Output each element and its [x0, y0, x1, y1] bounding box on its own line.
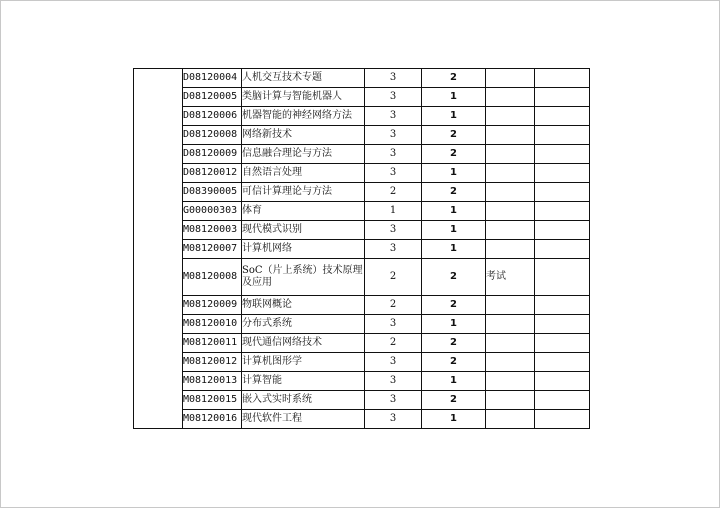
course-name-cell: 机器智能的神经网络方法 — [242, 107, 365, 126]
credit-cell: 3 — [365, 315, 422, 334]
weight-cell: 1 — [422, 88, 486, 107]
course-name-cell: 现代模式识别 — [242, 221, 365, 240]
table-row — [134, 88, 590, 107]
table-row — [134, 202, 590, 221]
credit-cell: 2 — [365, 296, 422, 315]
note-cell — [535, 202, 590, 221]
assessment-cell — [486, 145, 535, 164]
assessment-cell — [486, 372, 535, 391]
weight-cell: 2 — [422, 259, 486, 296]
credit-cell: 3 — [365, 240, 422, 259]
credit-cell: 3 — [365, 372, 422, 391]
weight-cell: 1 — [422, 164, 486, 183]
note-cell — [535, 296, 590, 315]
table-row — [134, 69, 590, 88]
course-name-cell: 信息融合理论与方法 — [242, 145, 365, 164]
course-code-cell: M08120009 — [183, 296, 242, 315]
credit-cell: 3 — [365, 410, 422, 429]
course-name-cell: 计算机网络 — [242, 240, 365, 259]
assessment-cell — [486, 221, 535, 240]
table-row — [134, 353, 590, 372]
course-name-cell: 自然语言处理 — [242, 164, 365, 183]
assessment-cell — [486, 126, 535, 145]
course-code-cell: D08120005 — [183, 88, 242, 107]
course-code-cell: D08120009 — [183, 145, 242, 164]
assessment-cell — [486, 410, 535, 429]
note-cell — [535, 353, 590, 372]
weight-cell: 2 — [422, 126, 486, 145]
table-row — [134, 126, 590, 145]
course-code-cell: D08120008 — [183, 126, 242, 145]
table-row — [134, 259, 590, 296]
course-code-cell: M08120015 — [183, 391, 242, 410]
course-code-cell: D08390005 — [183, 183, 242, 202]
assessment-cell — [486, 69, 535, 88]
table-row — [134, 391, 590, 410]
credit-cell: 3 — [365, 145, 422, 164]
weight-cell: 2 — [422, 69, 486, 88]
table-row — [134, 372, 590, 391]
course-name-cell: 分布式系统 — [242, 315, 365, 334]
table-row — [134, 145, 590, 164]
assessment-cell — [486, 183, 535, 202]
note-cell — [535, 259, 590, 296]
course-name-cell: 物联网概论 — [242, 296, 365, 315]
assessment-cell — [486, 88, 535, 107]
table-row — [134, 315, 590, 334]
course-code-cell: M08120012 — [183, 353, 242, 372]
credit-cell: 3 — [365, 107, 422, 126]
credit-cell: 2 — [365, 183, 422, 202]
course-rows — [134, 69, 590, 429]
weight-cell: 2 — [422, 183, 486, 202]
assessment-cell — [486, 202, 535, 221]
weight-cell: 2 — [422, 391, 486, 410]
note-cell — [535, 145, 590, 164]
course-code-cell: M08120011 — [183, 334, 242, 353]
weight-cell: 2 — [422, 353, 486, 372]
course-name-cell: 类脑计算与智能机器人 — [242, 88, 365, 107]
weight-cell: 1 — [422, 202, 486, 221]
course-name-cell: 网络新技术 — [242, 126, 365, 145]
course-code-cell: M08120008 — [183, 259, 242, 296]
course-code-cell: G00000303 — [183, 202, 242, 221]
assessment-cell — [486, 334, 535, 353]
assessment-cell — [486, 353, 535, 372]
assessment-cell — [486, 296, 535, 315]
credit-cell: 2 — [365, 334, 422, 353]
note-cell — [535, 391, 590, 410]
table-row — [134, 410, 590, 429]
category-cell — [134, 69, 183, 429]
course-name-cell: 人机交互技术专题 — [242, 69, 365, 88]
weight-cell: 1 — [422, 410, 486, 429]
note-cell — [535, 88, 590, 107]
course-code-cell: D08120012 — [183, 164, 242, 183]
weight-cell: 2 — [422, 296, 486, 315]
course-name-cell: SoC（片上系统）技术原理及应用 — [242, 259, 365, 296]
course-code-cell: D08120006 — [183, 107, 242, 126]
credit-cell: 3 — [365, 126, 422, 145]
course-name-cell: 体育 — [242, 202, 365, 221]
course-table — [133, 68, 590, 429]
table-row — [134, 240, 590, 259]
assessment-cell — [486, 315, 535, 334]
note-cell — [535, 183, 590, 202]
table-row — [134, 164, 590, 183]
course-name-cell: 计算智能 — [242, 372, 365, 391]
note-cell — [535, 410, 590, 429]
credit-cell: 3 — [365, 88, 422, 107]
table-row — [134, 334, 590, 353]
weight-cell: 2 — [422, 334, 486, 353]
weight-cell: 1 — [422, 221, 486, 240]
course-code-cell: M08120007 — [183, 240, 242, 259]
note-cell — [535, 107, 590, 126]
course-code-cell: M08120010 — [183, 315, 242, 334]
weight-cell: 1 — [422, 315, 486, 334]
course-code-cell: M08120016 — [183, 410, 242, 429]
course-code-cell: D08120004 — [183, 69, 242, 88]
course-name-cell: 现代软件工程 — [242, 410, 365, 429]
note-cell — [535, 315, 590, 334]
assessment-cell — [486, 240, 535, 259]
course-name-cell: 现代通信网络技术 — [242, 334, 365, 353]
course-name-cell: 计算机图形学 — [242, 353, 365, 372]
note-cell — [535, 69, 590, 88]
credit-cell: 1 — [365, 202, 422, 221]
course-name-cell: 嵌入式实时系统 — [242, 391, 365, 410]
table-row — [134, 221, 590, 240]
assessment-cell: 考试 — [486, 259, 535, 296]
note-cell — [535, 126, 590, 145]
course-code-cell: M08120003 — [183, 221, 242, 240]
credit-cell: 3 — [365, 353, 422, 372]
assessment-cell — [486, 164, 535, 183]
assessment-cell — [486, 391, 535, 410]
weight-cell: 2 — [422, 145, 486, 164]
table-row — [134, 296, 590, 315]
weight-cell: 1 — [422, 240, 486, 259]
note-cell — [535, 164, 590, 183]
note-cell — [535, 334, 590, 353]
credit-cell: 2 — [365, 259, 422, 296]
course-code-cell: M08120013 — [183, 372, 242, 391]
course-name-cell: 可信计算理论与方法 — [242, 183, 365, 202]
note-cell — [535, 372, 590, 391]
assessment-cell — [486, 107, 535, 126]
credit-cell: 3 — [365, 221, 422, 240]
credit-cell: 3 — [365, 391, 422, 410]
credit-cell: 3 — [365, 164, 422, 183]
note-cell — [535, 240, 590, 259]
weight-cell: 1 — [422, 372, 486, 391]
credit-cell: 3 — [365, 69, 422, 88]
table-row — [134, 107, 590, 126]
table-row — [134, 183, 590, 202]
weight-cell: 1 — [422, 107, 486, 126]
note-cell — [535, 221, 590, 240]
